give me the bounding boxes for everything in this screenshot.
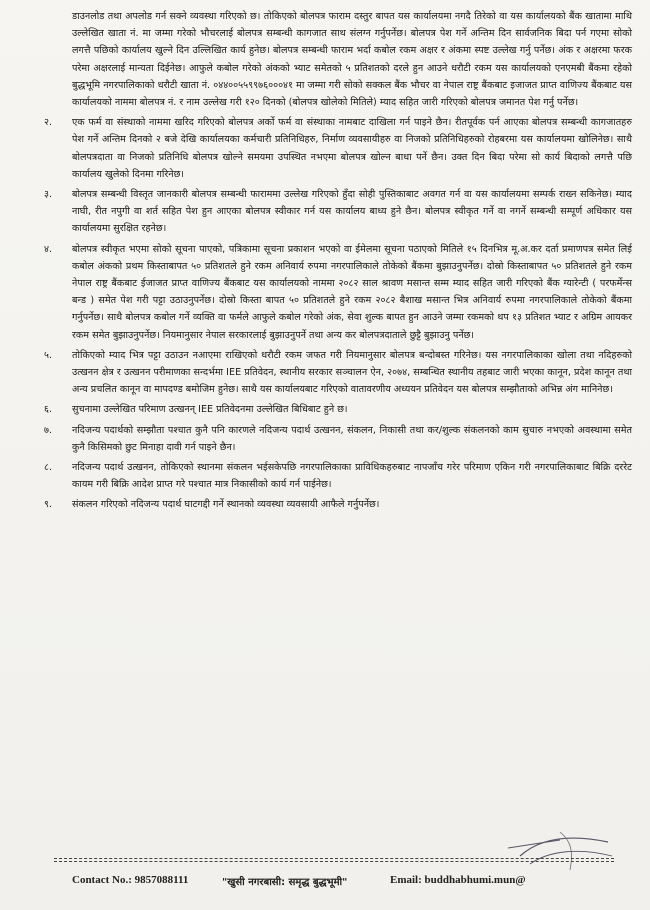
signature-stamp xyxy=(500,820,620,880)
item-text: नदिजन्य पदार्थको सम्झौता पश्चात कुनै पनि कारणले नदिजन्य पदार्थ उत्खनन, संकलन, निकासी तथा कर/शुल्क संकलनको काम सुचारु नभएको अवस्थामा समेत कुनै किसिमको छुट मिनाहा दावी गर्न पाइने छैन। xyxy=(72,424,632,453)
item-number: ८. xyxy=(44,462,53,474)
item-text: बोलपत्र स्वीकृत भएमा सोको सूचना पाएको, पत्रिकामा सूचना प्रकाशन भएको वा ईमेलमा सूचना पठाएको मितिले १५ दिनभित्र मू.अ.कर दर्ता प्रमाणपत्र समेत लिई कबोल अंकको प्रथम किस्ताबापत ५० प्रतिशतले हुने रकम अनिवार्य रुपमा नगरपालिकाले तोकेको बैंकमा बुझाउनुपर्नेछ। दोस्रो किस्ताबापत ५० प्रतिशतले हुने रकम नेपाल राष्ट्र बैंकबाट ईजाजत प्राप्त वाणिज्य बैंकबाट यस कार्यालयको नाममा २०८२ साल श्रावण मसान्त सम्म म्याद सहित जारी गरिएको बैंक ग्यारेन्टी ( परफर्मेन्स बन्ड ) समेत पेश गरी पट्टा उठाउनुपर्नेछ। दोस्रो किस्ता बापत ५० प्रतिशतले हुने रकम २०८२ बैशाख मसान्त भित्र अनिवार्य रुपमा नगरपालिकाले तोकेको बैंकमा गर्नुपर्नेछ। साथै बोलपत्र कबोल गर्ने व्यक्ति वा फर्मले आफुले कबोल गरेको अंक, सेवा शुल्क बापत हुन आउने जम्मा रकमको थप १३ प्रतिशत भ्याट र अग्रिम आयकर रकम समेत बुझाउनुपर्नेछ। नियमानुसार नेपाल सरकारलाई बुझाउनुपर्ने तथा अन्य कर बोलपत्रदाताले छुट्टै बुझाउनु पर्नेछ। xyxy=(72,243,632,341)
footer-divider xyxy=(54,858,614,859)
notice-body xyxy=(28,8,632,517)
list-item xyxy=(28,347,632,399)
item-number: ९. xyxy=(44,499,53,511)
item-number: ७. xyxy=(44,424,53,436)
item-text: नदिजन्य पदार्थ उत्खनन, तोकिएको स्थानमा संकलन भईसकेपछि नगरपालिकाका प्राविधिकहरुबाट नापजाँच गरेर परिमाण एकिन गरी नगरपालिकाबाट बिक्रि दररेट कायम गरी बिक्रि आदेश प्राप्त गरे पश्चात मात्र निकासीको कार्य गर्न पाईनेछ। xyxy=(72,462,632,491)
item-number: ५. xyxy=(44,349,53,361)
slogan: "खुसी नगरबासी: समृद्ध बुद्धभूमी" xyxy=(222,877,348,888)
item-text: बोलपत्र सम्बन्धी विस्तृत जानकारी बोलपत्र सम्बन्धी फाराममा उल्लेख गरिएको हुँदा सोही पुस्तिकाबाट अवगत गर्न वा यस कार्यालयमा सम्पर्क राख्न सकिनेछ। म्याद नाघी, रीत नपुगी वा शर्त सहित पेश हुन आएका बोलपत्र स्वीकार गर्न यस कार्यालय बाध्य हुने छैन। बोलपत्र स्वीकृत गर्ने वा नगर्ने सम्बन्धी सम्पूर्ण अधिकार यस कार्यालयमा सुरक्षित रहनेछ। xyxy=(72,189,632,235)
list-item xyxy=(28,241,632,344)
item-number: ३. xyxy=(44,189,53,201)
list-item xyxy=(28,401,632,418)
list-item xyxy=(28,422,632,456)
list-item xyxy=(28,459,632,493)
item-text: एक फर्म वा संस्थाको नाममा खरिद गरिएको बोलपत्र अर्को फर्म वा संस्थाका नामबाट दाखिला गर्न पाइने छैन। रीतपूर्वक पर्न आएका बोलपत्र सम्बन्धी कागजातहरु पेश गर्ने अन्तिम दिनको २ बजे देखि कार्यालयका कर्मचारी प्रतिनिधिहरु, निर्माण व्यवसायीहरु वा निजको प्रतिनिधिहरुको रोहबरमा यस कार्यालयमा खोलिनेछ। साथै बोलपत्रदाता वा निजको प्रतिनिधि बोलपत्र खोल्ने समयमा उपस्थित नभएमा बोलपत्र खोल्न बाधा पर्ने छैन। उक्त दिन बिदा परेमा सो कार्य बिदाको लगत्तै पछि कार्यालय खुलेको दिनमा गरिनेछ। xyxy=(72,117,632,180)
numbered-list xyxy=(28,114,632,513)
list-item xyxy=(28,496,632,513)
item-number: ६. xyxy=(44,404,53,416)
email-address: Email: buddhabhumi.mun@ xyxy=(390,874,526,886)
item-text: सुचनामा उल्लेखित परिमाण उत्खनन् IEE प्रतिवेदनमा उल्लेखित बिधिबाट हुने छ। xyxy=(72,404,348,416)
item-number: २. xyxy=(44,117,53,129)
footer-divider-2 xyxy=(54,861,614,862)
contact-number: Contact No.: 9857088111 xyxy=(72,874,189,886)
list-item xyxy=(28,186,632,238)
item-text: संकलन गरिएको नदिजन्य पदार्थ घाटगद्दी गर्ने स्थानको व्यवस्था व्यवसायी आफैले गर्नुपर्नेछ। xyxy=(72,499,380,511)
item-text: तोकिएको म्याद भित्र पट्टा उठाउन नआएमा राखिएको धरौटी रकम जफत गरी नियमानुसार बोलपत्र बन्दोबस्त गरिनेछ। यस नगरपालिकाका खोला तथा नदिहरुको उत्खनन क्षेत्र र उत्खनन परीमाणका सन्दर्भमा IEE प्रतिवेदन, स्थानीय सरकार सञ्चालन ऐन, २०७४, सम्बन्धित स्थानीय तहबाट जारी भएका कानून, प्रदेश कानून तथा अन्य प्रचलित कानून वा मापदण्ड बमोजिम हुनेछ। साथै यस कार्यालयबाट गरिएको वातावरणीय अध्ययन प्रतिवेदन यस बोलपत्र सम्झौताको अभिन्न अंग मानिनेछ। xyxy=(72,349,632,396)
list-item xyxy=(28,114,632,183)
paragraph-continuation: डाउनलोड तथा अपलोड गर्न सक्ने व्यवस्था गरिएको छ। तोकिएको बोलपत्र फाराम दस्तुर बापत यस कार्यालयमा नगदै तिरेको वा यस कार्यालयको बैंक खातामा माथि उल्लेखित खाता नं. मा जम्मा गरेको भौचरलाई बोलपत्र सम्बन्धी कागजात साथ संलग्न गर्नुपर्नेछ। बोलपत्र पेश गर्ने अन्तिम दिन सार्वजनिक बिदा पर्न गएमा सोको लगत्तै पछिको कार्यालय खुल्ने दिन उल्लिखित कार्य हुनेछ। बोलपत्र सम्बन्धी फाराम भर्दा कबोल रकम अक्षर र अंकमा स्पष्ट उल्लेख गर्नु पर्नेछ। अंक र अक्षरमा फरक परेमा अक्षरलाई मान्यता दिईनेछ। आफुले कबोल गरेको अंकको भ्याट समेतको ५ प्रतिशतको दरले हुन आउने धरौटी रकम यस कार्यालयको एनएमबी बैंकमा रहेको बुद्धभूमि नगरपालिकाको धरौटी खाता नं. ०४४००५५९९७६०००४१ मा जम्मा गरी सोको सक्कल बैंक भौचर वा नेपाल राष्ट्र बैंकबाट इजाजत प्राप्त वाणिज्य बैंकबाट यस कार्यालयको नाममा बोलपत्र नं. र नाम उल्लेख गरी १२० दिनको (बोलपत्र खोलेको मितिले) म्याद सहित जारी गरिएको बोलपत्र जमानत पेश गर्नु पर्नेछ। xyxy=(72,11,633,109)
item-number: ४. xyxy=(44,243,53,255)
